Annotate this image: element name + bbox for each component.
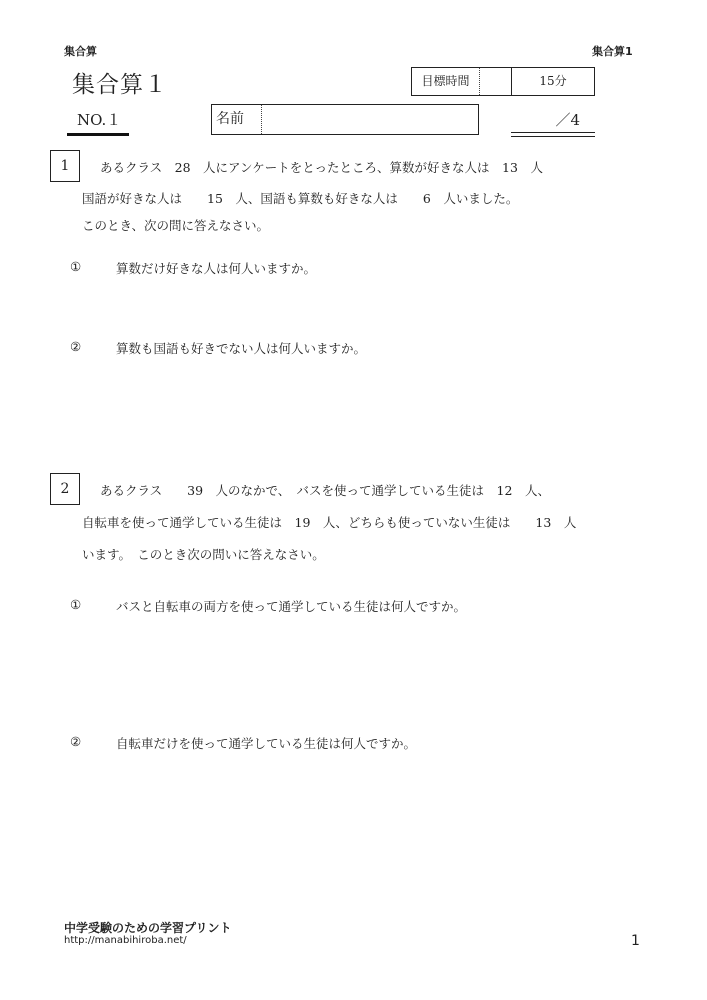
score-underline-2 bbox=[511, 136, 595, 137]
question-1-sub-2-text: 算数も国語も好きでない人は何人いますか。 bbox=[116, 341, 367, 356]
target-time-label: 目標時間 bbox=[412, 68, 480, 95]
footer-title: 中学受験のための学習プリント bbox=[64, 921, 232, 935]
question-1-sub-2-marker: ② bbox=[70, 339, 82, 354]
question-1-line-2: 国語が好きな人は 15 人、国語も算数も好きな人は 6 人いました。 bbox=[82, 191, 519, 206]
sheet-number-underline bbox=[67, 133, 129, 136]
question-1-number: 1 bbox=[50, 150, 80, 182]
question-2-sub-2-text: 自転車だけを使って通学している生徒は何人ですか。 bbox=[116, 736, 417, 751]
question-2-sub-1-text: バスと自転車の両方を使って通学している生徒は何人ですか。 bbox=[116, 599, 467, 614]
name-label: 名前 bbox=[212, 105, 262, 134]
target-time-value: 15分 bbox=[539, 74, 567, 88]
question-1-line-3: このとき、次の問に答えなさい。 bbox=[82, 218, 270, 233]
question-1-sub-1-text: 算数だけ好きな人は何人いますか。 bbox=[116, 261, 317, 276]
name-field[interactable] bbox=[211, 104, 479, 135]
question-2-number: 2 bbox=[50, 473, 80, 505]
header-right: 集合算1 bbox=[592, 45, 633, 58]
page-number: 1 bbox=[631, 933, 640, 949]
question-1-sub-1-marker: ① bbox=[70, 259, 82, 274]
question-2-sub-2-marker: ② bbox=[70, 734, 82, 749]
question-1-line-1: あるクラス 28 人にアンケートをとったところ、算数が好きな人は 13 人 bbox=[100, 160, 543, 175]
question-2-line-3: います。 このとき次の問いに答えなさい。 bbox=[82, 547, 325, 562]
page-title: 集合算１ bbox=[72, 72, 168, 98]
sheet-number: NO.１ bbox=[77, 111, 122, 129]
target-time-spacer bbox=[480, 68, 512, 95]
target-time-box bbox=[411, 67, 595, 96]
footer-url[interactable]: http://manabihiroba.net/ bbox=[64, 935, 187, 946]
question-2-line-1: あるクラス 39 人のなかで、 バスを使って通学している生徒は 12 人、 bbox=[100, 483, 550, 498]
question-2-line-2: 自転車を使って通学している生徒は 19 人、どちらも使っていない生徒は 13 人 bbox=[82, 515, 577, 530]
question-2-sub-1-marker: ① bbox=[70, 597, 82, 612]
score-underline-1 bbox=[511, 132, 595, 133]
header-left: 集合算 bbox=[64, 45, 97, 58]
score: ／4 bbox=[555, 111, 580, 129]
